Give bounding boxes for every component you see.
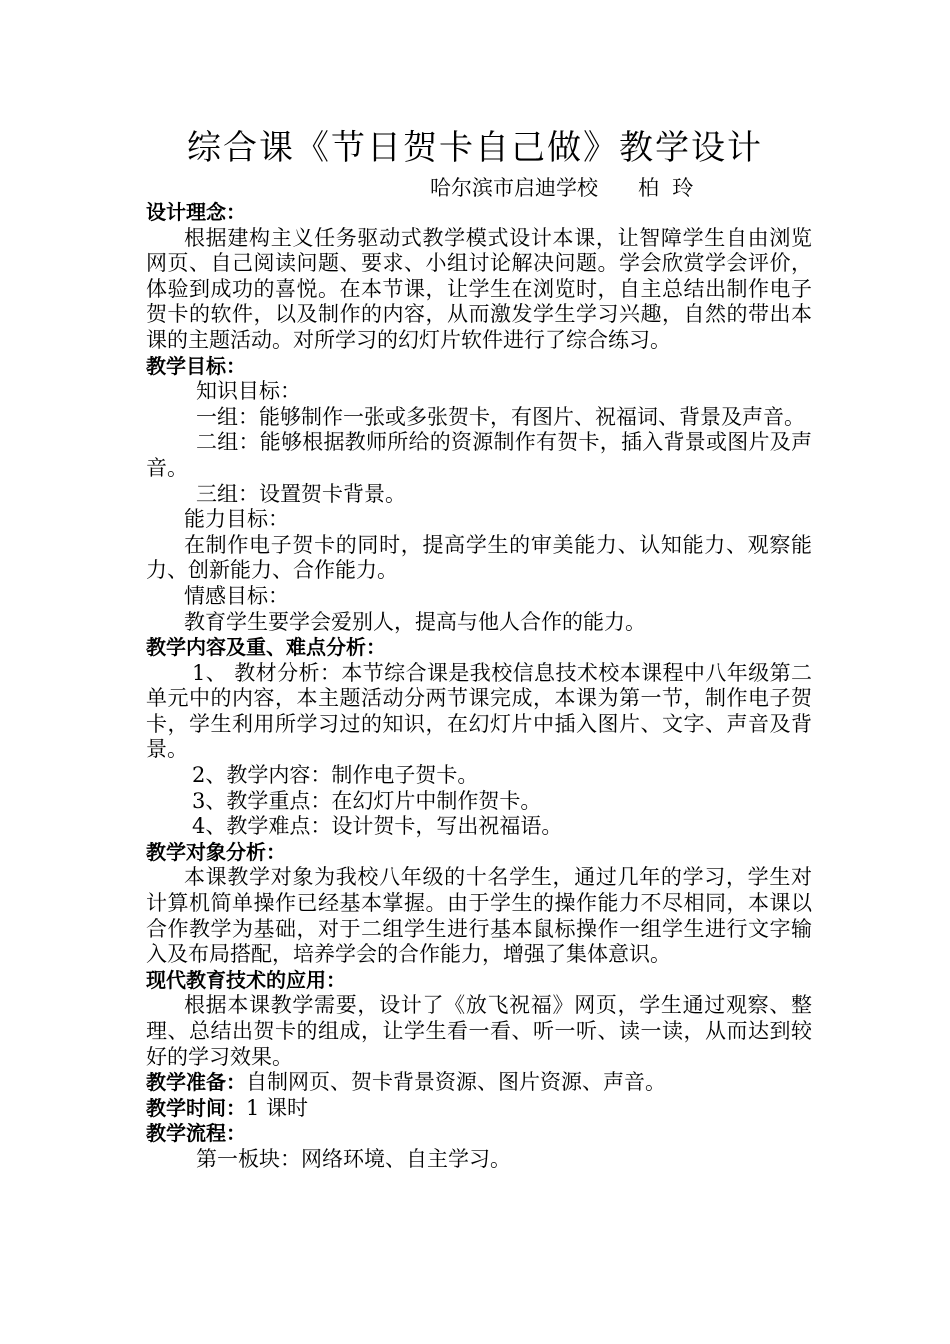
design-concept-heading: 设计理念：	[146, 200, 246, 224]
ability-objective-text: 在制作电子贺卡的同时，提高学生的审美能力、认知能力、观察能力、创新能力、合作能力。	[146, 532, 812, 583]
duration-line	[146, 1096, 812, 1122]
knowledge-objective-label: 知识目标：	[196, 379, 301, 404]
design-concept-text: 根据建构主义任务驱动式教学模式设计本课，让智障学生自由浏览网页、自己阅读问题、要求、小组讨论解决问题。学会欣赏学会评价，体验到成功的喜悦。在本节课，让学生在浏览时，自主总结出制作电子贺卡的软件，以及制作的内容，从而激发学生学习兴趣，自然的带出本课的主题活动。对所学习的幻灯片软件进行了综合练习。	[146, 225, 812, 352]
process-block-1: 第一板块：网络环境、自主学习。	[196, 1146, 511, 1171]
preparation-line	[146, 1070, 812, 1096]
content-analysis-item-4: 4、教学难点：设计贺卡，写出祝福语。	[192, 814, 563, 839]
audience-heading: 教学对象分析：	[146, 839, 286, 864]
ability-objective-label: 能力目标：	[184, 507, 289, 532]
content-analysis-item-1: 1、 教材分析：本节综合课是我校信息技术校本课程中八年级第二单元中的内容，本主题活动分两节课完成，本课为第一节，制作电子贺卡，学生利用所学习过的知识，在幻灯片中插入图片、文字、声音及背景。	[146, 660, 812, 762]
technology-text: 根据本课教学需要，设计了《放飞祝福》网页，学生通过观察、整理、总结出贺卡的组成，让学生看一看、听一听、读一读，从而达到较好的学习效果。	[146, 993, 812, 1069]
duration-text: 1 课时	[246, 1095, 309, 1120]
objectives-heading: 教学目标：	[146, 353, 246, 378]
group1-objective: 一组：能够制作一张或多张贺卡，有图片、祝福词、背景及声音。	[196, 404, 805, 429]
emotion-objective-label: 情感目标：	[184, 583, 289, 608]
duration-label: 教学时间：	[146, 1095, 246, 1120]
preparation-label: 教学准备：	[146, 1070, 246, 1095]
content-analysis-heading: 教学内容及重、难点分析：	[146, 635, 386, 660]
technology-heading: 现代教育技术的应用：	[146, 967, 346, 992]
process-heading: 教学流程：	[146, 1121, 246, 1146]
preparation-text: 自制网页、贺卡背景资源、图片资源、声音。	[246, 1070, 666, 1095]
document-title: 综合课《节日贺卡自己做》教学设计	[187, 128, 763, 168]
audience-text: 本课教学对象为我校八年级的十名学生，通过几年的学习，学生对计算机简单操作已经基本掌握。由于学生的操作能力不尽相同，本课以合作教学为基础，对于二组学生进行基本鼠标操作一组学生进行文字输入及布局搭配，培养学会的合作能力，增强了集体意识。	[146, 865, 812, 967]
content-analysis-item-2: 2、教学内容：制作电子贺卡。	[192, 763, 479, 788]
document-body	[146, 200, 812, 1173]
group2-objective: 二组：能够根据教师所给的资源制作有贺卡，插入背景或图片及声音。	[146, 430, 812, 480]
group3-objective: 三组：设置贺卡背景。	[196, 481, 406, 506]
emotion-objective-text: 教育学生要学会爱别人，提高与他人合作的能力。	[184, 609, 646, 634]
document-author: 哈尔滨市启迪学校 柏 玲	[430, 176, 694, 200]
content-analysis-item-3: 3、教学重点：在幻灯片中制作贺卡。	[192, 788, 542, 813]
